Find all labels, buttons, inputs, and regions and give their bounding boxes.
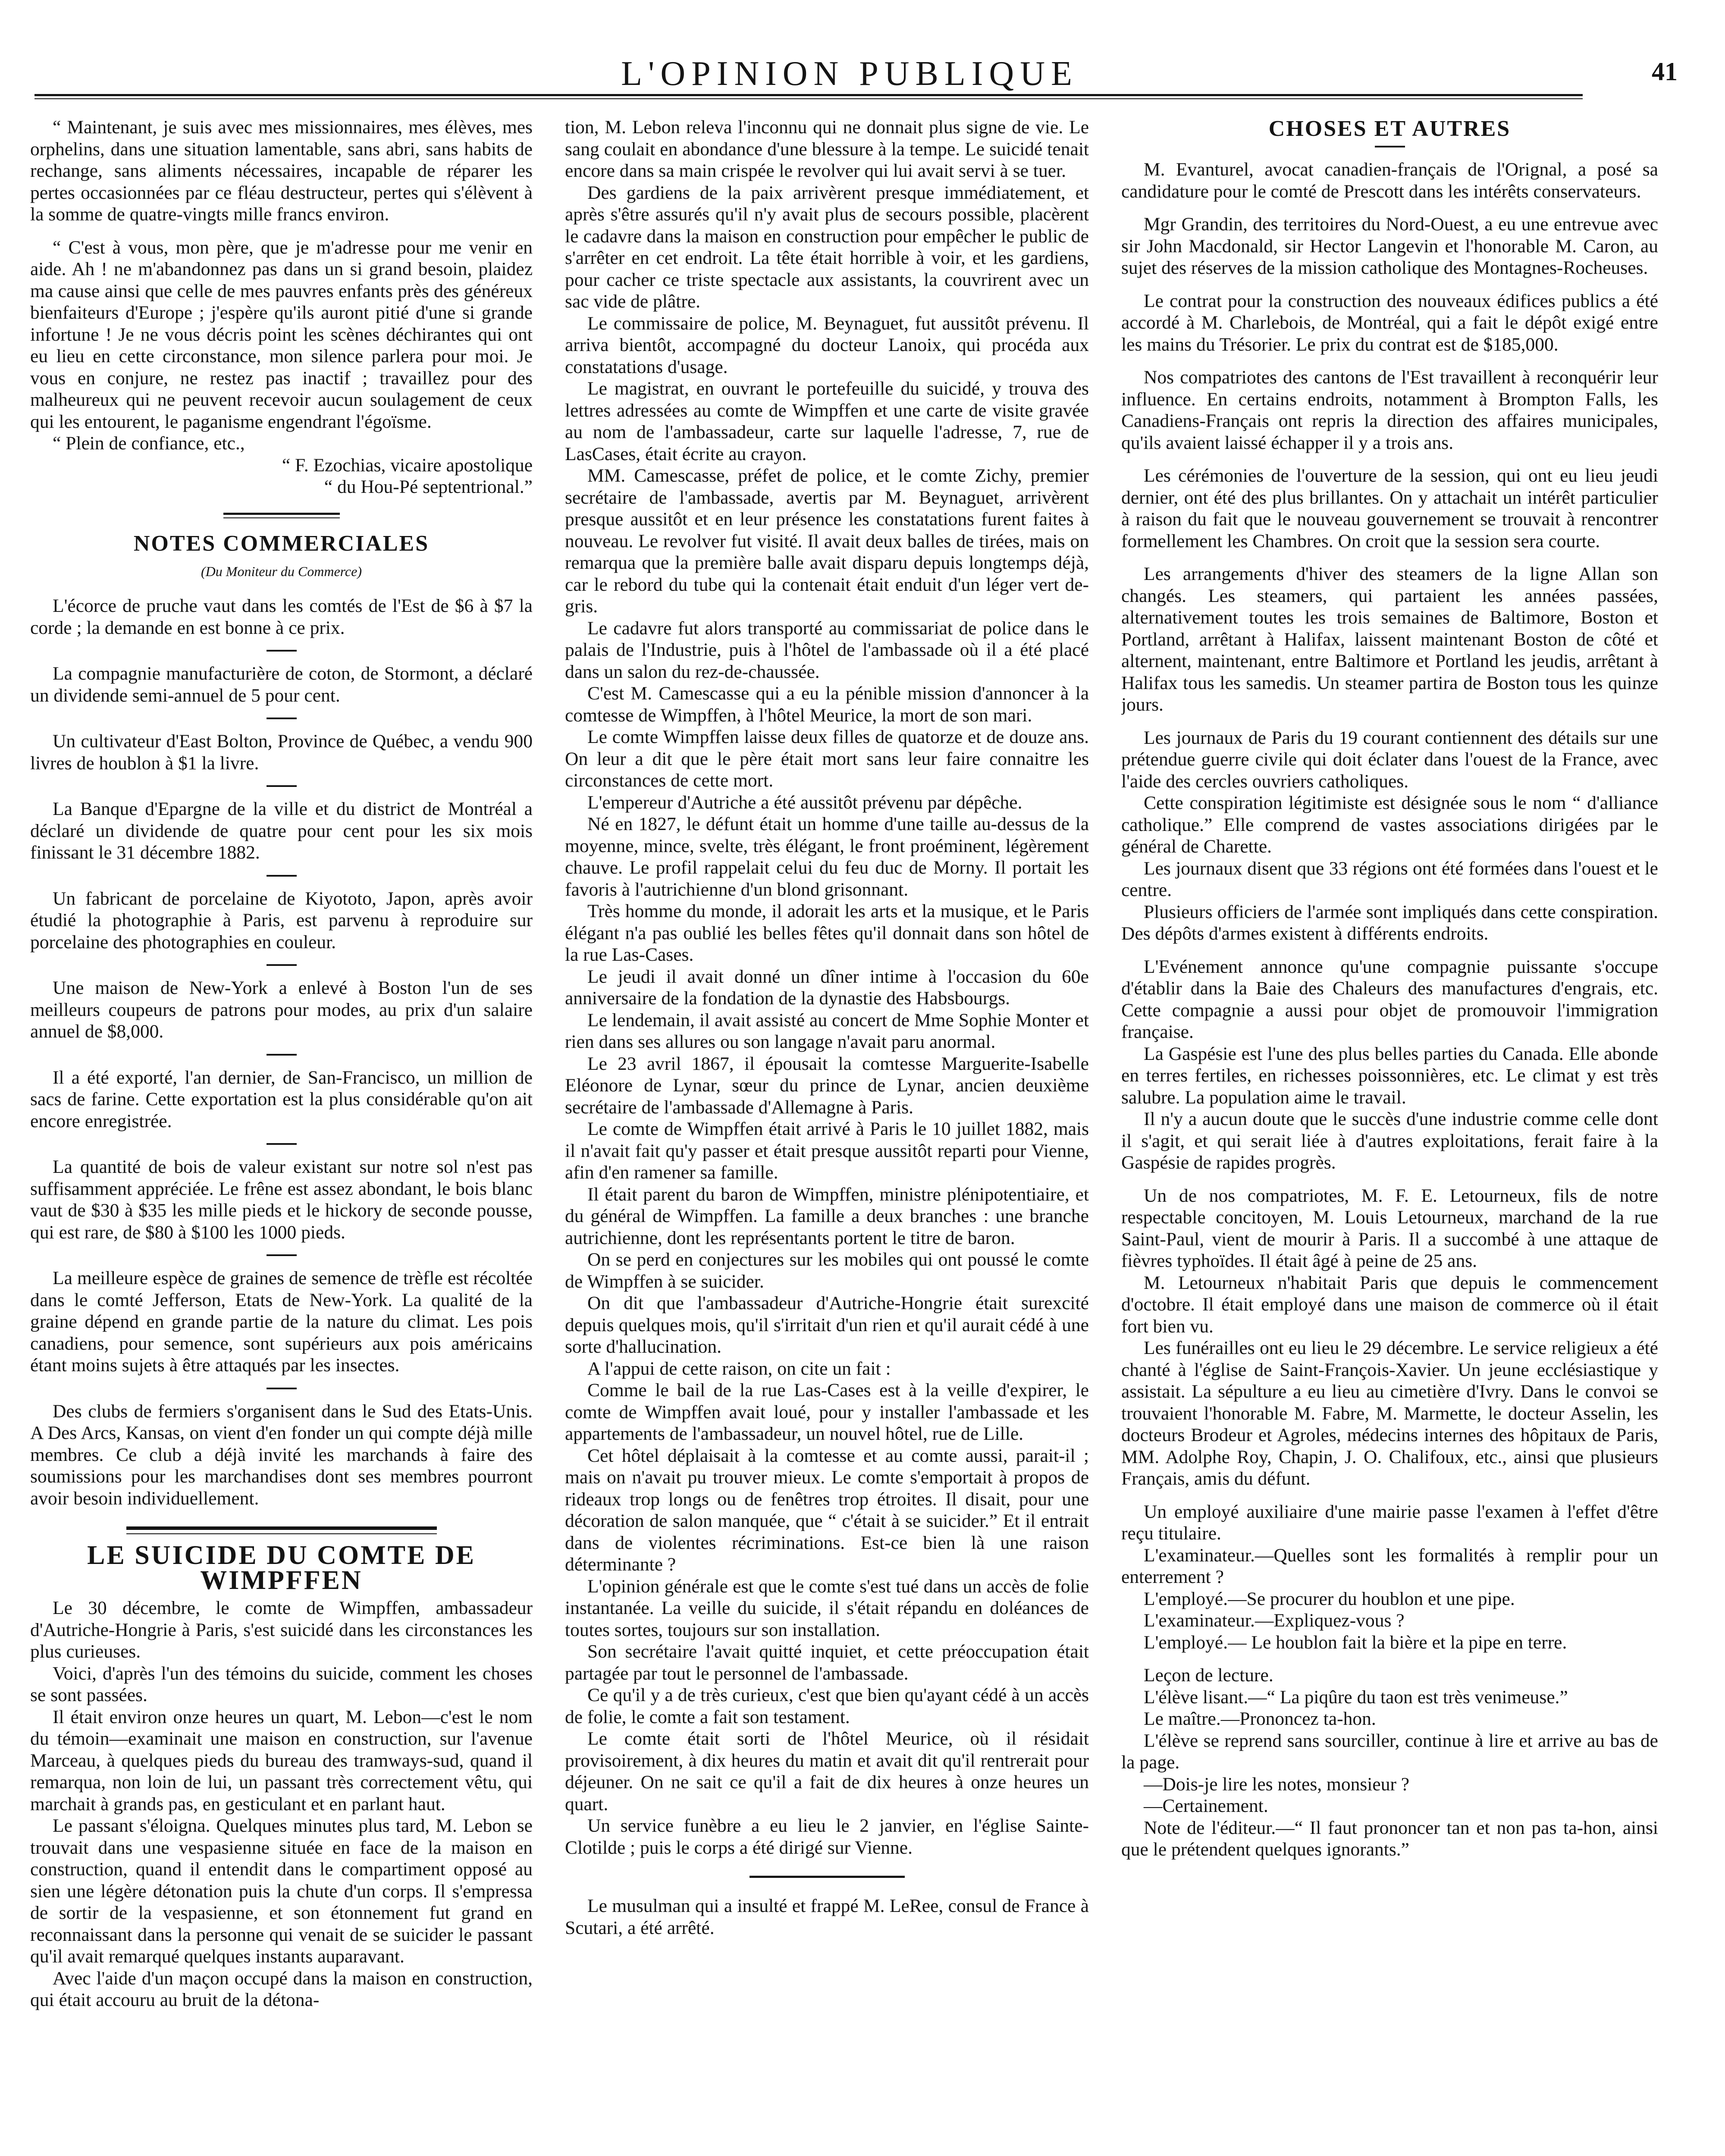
section-divider-double: [126, 1526, 437, 1534]
item-separator: [1375, 146, 1405, 147]
news-item: Les arrangements d'hiver des steamers de la ligne Allan son changés. Les steamers, qui partaient les années passées, alternativement toutes les trois semaines de Baltimore, Boston et Portland, arrêtant à Halifax, laissent maintenant Boston de côté et alternent, maintenant, entre Baltimore et Portland les jeudis, arrêtant à Halifax tous les samedis. Un steamer partira de Boston tous les quinze jours.: [1121, 564, 1658, 715]
item-separator: [267, 718, 297, 719]
note-item: Un cultivateur d'East Bolton, Province de Québec, a vendu 900 livres de houblon à $1 la livre.: [30, 731, 533, 774]
article-paragraph: Il était parent du baron de Wimpffen, ministre plénipotentiaire, et du général de Wimpffen. La famille a deux branches : une branche autrichienne, dont les représentants portent le titre de baron.: [565, 1184, 1089, 1248]
anecdote-line: L'examinateur.—Expliquez-vous ?: [1144, 1610, 1405, 1631]
news-item: M. Evanturel, avocat canadien-français de l'Orignal, a posé sa candidature pour le comté de Prescott dans les intérêts conservateurs.: [1121, 159, 1658, 202]
news-item: Les journaux de Paris du 19 courant contiennent des détails sur une prétendue guerre civile qui doit éclater dans l'ouest de la France, avec l'aide des cercles ouvriers catholiques.: [1121, 727, 1658, 792]
anecdote-line: L'élève lisant.—“ La piqûre du taon est très venimeuse.”: [1144, 1686, 1568, 1708]
article-paragraph: Ce qu'il y a de très curieux, c'est que bien qu'ayant cédé à un accès de folie, le comte a fait son testament.: [565, 1685, 1089, 1727]
news-item: Plusieurs officiers de l'armée sont impliqués dans cette conspiration. Des dépôts d'armes existent à différents endroits.: [1121, 901, 1658, 944]
article-paragraph: Avec l'aide d'un maçon occupé dans la maison en construction, qui était accouru au bruit de la détona-: [30, 1968, 533, 2010]
item-separator: [267, 1254, 297, 1256]
anecdote-line: Le maître.—Prononcez ta-hon.: [1144, 1708, 1376, 1729]
masthead-rule-thin: [34, 98, 1583, 99]
news-item: La Gaspésie est l'une des plus belles parties du Canada. Elle abonde en terres fertiles, en richesses poissonnières, etc. Le climat y est très salubre. La population aime le travail.: [1121, 1043, 1658, 1108]
news-item: M. Letourneux n'habitait Paris que depuis le commencement d'octobre. Il était employé dans une maison de commerce où il était fort bien vu.: [1121, 1272, 1658, 1337]
note-item: Il a été exporté, l'an dernier, de San-Francisco, un million de sacs de farine. Cette exportation est la plus considérable qu'on ait encore enregistrée.: [30, 1067, 533, 1131]
note-item: Des clubs de fermiers s'organisent dans le Sud des Etats-Unis. A Des Arcs, Kansas, on vient d'en fonder un qui compte déjà mille membres. Ce club a déjà invité les marchands à faire des soumissions pour les marchandises dont ses membres pourront avoir besoin individuellement.: [30, 1401, 533, 1509]
item-separator: [267, 1388, 297, 1389]
article-paragraph: Le passant s'éloigna. Quelques minutes plus tard, M. Lebon se trouvait dans une vespasienne située en face de la maison en construction, quand il entendit dans le compartiment opposé au sien une légère détonation puis la chute d'un corps. Il s'empressa de sortir de la vespasienne, et son étonnement fut grand en reconnaissant dans la personne qui venait de se suicider le passant qu'il avait remarqué quelques instants auparavant.: [30, 1815, 533, 1967]
letter-paragraph: “ Maintenant, je suis avec mes missionnaires, mes élèves, mes orphelins, dans une situation lamentable, sans abri, sans habits de rechange, sans aliments nécessaires, incapable de réparer les pertes occasionnées par ce fléau destructeur, pertes qui s'élèvent à la somme de quatre-vingts mille francs environ.: [30, 117, 533, 225]
article-paragraph: Le lendemain, il avait assisté au concert de Mme Sophie Monter et rien dans ses allures ou son langage n'avait paru anormal.: [565, 1009, 1089, 1052]
news-item: Nos compatriotes des cantons de l'Est travaillent à reconquérir leur influence. En certains endroits, notamment à Brompton Falls, les Canadiens-Français ont repris la direction des affaires municipales, qu'ils avaient laissé échapper il y a trois ans.: [1121, 367, 1658, 453]
item-separator: [267, 1054, 297, 1056]
article-paragraph: On dit que l'ambassadeur d'Autriche-Hongrie était surexcité depuis quelques mois, qu'il s'irritait d'un rien et qu'il aurait cédé à une sorte d'hallucination.: [565, 1293, 1089, 1357]
article-paragraph: Cet hôtel déplaisait à la comtesse et au comte aussi, parait-il ; mais on n'avait pu trouver mieux. Le comte s'emportait à propos de rideaux trop longs ou de fenêtres trop étroites. Il disait, pour une décoration de salon manquée, que “ c'était à se suicider.” Et il entrait dans de violentes récriminations. Est-ce bien là une raison déterminante ?: [565, 1445, 1089, 1575]
article-paragraph: tion, M. Lebon releva l'inconnu qui ne donnait plus signe de vie. Le sang coulait en abondance d'une blessure à la tempe. Le suicidé tenait encore dans sa main crispée le revolver qui lui avait servi à se tuer.: [565, 117, 1089, 181]
article-paragraph: L'opinion générale est que le comte s'est tué dans un accès de folie instantanée. La veille du suicide, il s'était répandu en doléances de toutes sortes, toujours sur son installation.: [565, 1576, 1089, 1640]
article-paragraph: Le comte de Wimpffen était arrivé à Paris le 10 juillet 1882, mais il n'avait fait qu'y passer et était presque aussitôt reparti pour Vienne, afin d'en ramener sa famille.: [565, 1119, 1089, 1183]
news-item: Il n'y a aucun doute que le succès d'une industrie comme celle dont il s'agit, et qui serait liée à d'autres exploitations, ferait faire à la Gaspésie de rapides progrès.: [1121, 1109, 1658, 1173]
article-paragraph: Très homme du monde, il adorait les arts et la musique, et le Paris élégant n'a pas oublié les belles fêtes qu'il donnait dans son hôtel de la rue Las-Cases.: [565, 901, 1089, 965]
anecdote-line: Leçon de lecture.: [1144, 1665, 1273, 1686]
article-paragraph: C'est M. Camescasse qui a eu la pénible mission d'annoncer à la comtesse de Wimpffen, à l'hôtel Meurice, la mort de son mari.: [565, 683, 1089, 726]
article-paragraph: Il était environ onze heures un quart, M. Lebon—c'est le nom du témoin—examinait une maison en construction, sur l'avenue Marceau, à quelques pieds du bureau des tramways-sud, quand il remarqua, non loin de lui, un passant très correctement vêtu, qui marchait à grands pas, en gesticulant et en parlant haut.: [30, 1706, 533, 1814]
note-item: Une maison de New-York a enlevé à Boston l'un de ses meilleurs coupeurs de patrons pour modes, au prix d'un salaire annuel de $8,000.: [30, 978, 533, 1042]
item-separator: [267, 875, 297, 877]
article-paragraph: MM. Camescasse, préfet de police, et le comte Zichy, premier secrétaire de l'ambassade, avertis par M. Beynaguet, arrivèrent presque aussitôt et en leur présence les constatations furent faites à nouveau. Le revolver fut visité. Il avait deux balles de tirées, mais on remarqua que la première balle avait disparu depuis longtemps déjà, car le rebord du tube qui la contenait était enduit d'un léger vert de-gris.: [565, 465, 1089, 617]
article-paragraph: Des gardiens de la paix arrivèrent presque immédiatement, et après s'être assurés qu'il n'y avait plus de secours possible, placèrent le cadavre dans la maison en construction pour empêcher le public de s'arrêter en cet endroit. La tête était horrible à voir, et les gardiens, pour cacher ce triste spectacle aux assistants, la couvrirent avec un sac vide de plâtre.: [565, 182, 1089, 312]
news-item: Cette conspiration légitimiste est désignée sous le nom “ d'alliance catholique.” Elle comprend de vastes associations dirigées par le général de Charette.: [1121, 793, 1658, 857]
article-paragraph: Le comte Wimpffen laisse deux filles de quatorze et de douze ans. On leur a dit que le père était mort sans leur faire connaitre les circonstances de cette mort.: [565, 727, 1089, 791]
article-paragraph: Le magistrat, en ouvrant le portefeuille du suicidé, y trouva des lettres adressées au comte de Wimpffen et une carte de visite gravée au nom de l'ambassadeur, carte sur laquelle l'adresse, 7, rue de LasCases, était écrite au crayon.: [565, 378, 1089, 464]
article-paragraph: A l'appui de cette raison, on cite un fait :: [587, 1358, 891, 1379]
section-title-notes: NOTES COMMERCIALES: [133, 531, 430, 556]
item-separator: [267, 964, 297, 966]
newspaper-title: L'OPINION PUBLIQUE: [621, 55, 1078, 93]
letter-closing: “ Plein de confiance, etc.,: [53, 433, 245, 454]
article-paragraph: Le comte était sorti de l'hôtel Meurice, où il résidait provisoirement, à dix heures du matin et avait dit qu'il rentrerait pour déjeuner. On ne sait ce qu'il a fait de dix heures à onze heures un quart.: [565, 1728, 1089, 1814]
article-paragraph: L'empereur d'Autriche a été aussitôt prévenu par dépêche.: [587, 792, 1022, 813]
news-item: Les funérailles ont eu lieu le 29 décembre. Le service religieux a été chanté à l'église de Saint-François-Xavier. Un jeune ecclésiastique y assistait. La sépulture a eu lieu au cimetière d'Ivry. Dans le convoi se trouvaient l'honorable M. Fabre, M. Marmette, le docteur Asselin, les docteurs Brodeur et Agroles, médecins internes des hôpitaux de Paris, MM. Adolphe Roy, Chapin, J. O. Chalifoux, etc., ainsi que plusieurs Français, amis du défunt.: [1121, 1338, 1658, 1489]
column-left: [30, 116, 533, 2156]
section-divider: [750, 1876, 905, 1878]
letter-signature-place: “ du Hou-Pé septentrional.”: [324, 476, 533, 497]
article-paragraph: Le 23 avril 1867, il épousait la comtesse Marguerite-Isabelle Eléonore de Lynar, sœur du prince de Lynar, ancien deuxième secrétaire de l'ambassade d'Allemagne à Paris.: [565, 1053, 1089, 1118]
article-paragraph: Le jeudi il avait donné un dîner intime à l'occasion du 60e anniversaire de la fondation de la dynastie des Habsbourgs.: [565, 966, 1089, 1009]
anecdote-line: Note de l'éditeur.—“ Il faut prononcer tan et non pas ta-hon, ainsi que le prétendent quelques ignorants.”: [1121, 1817, 1658, 1860]
anecdote-line: L'examinateur.—Quelles sont les formalités à remplir pour un enterrement ?: [1121, 1545, 1658, 1587]
item-separator: [267, 650, 297, 652]
news-item: Les cérémonies de l'ouverture de la session, qui ont eu lieu jeudi dernier, ont été des plus brillantes. On y attachait un intérêt particulier à raison du fait que le nouveau gouvernement se trouvait à rencontrer formellement les Chambres. On croit que la session sera courte.: [1121, 465, 1658, 552]
news-item: Les journaux disent que 33 régions ont été formées dans l'ouest et le centre.: [1121, 858, 1658, 900]
article-paragraph: Le cadavre fut alors transporté au commissariat de police dans le palais de l'Industrie, puis à l'hôtel de l'ambassade où il a été placé dans un salon du rez-de-chaussée.: [565, 617, 1089, 682]
note-item: La Banque d'Epargne de la ville et du district de Montréal a déclaré un dividende de quatre pour cent pour les six mois finissant le 31 décembre 1882.: [30, 799, 533, 863]
news-item: Le musulman qui a insulté et frappé M. LeRee, consul de France à Scutari, a été arrêté.: [565, 1896, 1089, 1938]
news-item: Le contrat pour la construction des nouveaux édifices publics a été accordé à M. Charlebois, de Montréal, qui a fait le dépôt exigé entre les mains du Trésorier. Le prix du contrat est de $185,000.: [1121, 290, 1658, 355]
masthead: [34, 52, 1678, 99]
article-paragraph: Un service funèbre a eu lieu le 2 janvier, en l'église Sainte-Clotilde ; puis le corps a été dirigé sur Vienne.: [565, 1815, 1089, 1858]
section-title-choses: CHOSES ET AUTRES: [1268, 116, 1511, 141]
masthead-rule: [34, 94, 1583, 96]
news-item: Mgr Grandin, des territoires du Nord-Ouest, a eu une entrevue avec sir John Macdonald, sir Hector Langevin et l'honorable M. Caron, au sujet des réserves de la mission catholique des Montagnes-Rocheuses.: [1121, 214, 1658, 278]
section-divider: [223, 513, 340, 518]
column-right: [1121, 116, 1658, 2156]
item-separator: [267, 785, 297, 787]
section-title-suicide: LE SUICIDE DU COMTE DE WIMPFFEN: [87, 1541, 476, 1595]
anecdote-line: L'employé.—Se procurer du houblon et une pipe.: [1144, 1588, 1515, 1609]
anecdote-line: Un employé auxiliaire d'une mairie passe l'examen à l'effet d'être reçu titulaire.: [1121, 1501, 1658, 1544]
article-paragraph: On se perd en conjectures sur les mobiles qui ont poussé le comte de Wimpffen à se suicider.: [565, 1249, 1089, 1292]
letter-paragraph: “ C'est à vous, mon père, que je m'adresse pour me venir en aide. Ah ! ne m'abandonnez pas dans un si grand besoin, plaidez ma cause ainsi que celle de mes pauvres enfants près des généreux bienfaiteurs d'Europe ; j'espère qu'ils auront pitié d'une si grande infortune ! Je ne vous décris point les scènes déchirantes qui ont eu lieu en cette circonstance, mon silence parlera pour moi. Je vous en conjure, ne restez pas inactif ; travaillez pour des malheureux qui ne peuvent recevoir aucun soulagement de ceux qui les entourent, le paganisme engendrant l'égoïsme.: [30, 237, 533, 432]
news-item: Un de nos compatriotes, M. F. E. Letourneux, fils de notre respectable concitoyen, M. Louis Letourneux, marchand de la rue Saint-Paul, vient de mourir à Paris. Il a succombé à une attaque de fièvres typhoïdes. Il était âgé à peine de 25 ans.: [1121, 1185, 1658, 1271]
anecdote-line: L'élève se reprend sans sourciller, continue à lire et arrive au bas de la page.: [1121, 1730, 1658, 1773]
article-paragraph: Né en 1827, le défunt était un homme d'une taille au-dessus de la moyenne, mince, svelte, très élégant, le front proéminent, légèrement chauve. Le profil rappelait celui du feu duc de Morny. Il portait les favoris à l'autrichienne d'un blond grisonnant.: [565, 814, 1089, 900]
anecdote-line: L'employé.— Le houblon fait la bière et la pipe en terre.: [1144, 1632, 1567, 1653]
page-number: 41: [1652, 57, 1678, 86]
anecdote-line: —Dois-je lire les notes, monsieur ?: [1144, 1774, 1410, 1795]
note-item: L'écorce de pruche vaut dans les comtés de l'Est de $6 à $7 la corde ; la demande en est bonne à ce prix.: [30, 595, 533, 638]
note-item: La quantité de bois de valeur existant sur notre sol n'est pas suffisamment appréciée. Le frêne est assez abondant, le bois blanc vaut de $30 à $35 les mille pieds et le hickory de seconde pousse, qui est rare, de $80 à $100 les 1000 pieds.: [30, 1156, 533, 1243]
letter-signature: “ F. Ezochias, vicaire apostolique: [282, 454, 533, 476]
article-paragraph: Comme le bail de la rue Las-Cases est à la veille d'expirer, le comte de Wimpffen avait loué, pour y installer l'ambassade et les appartements de l'ambassadeur, un nouvel hôtel, rue de Lille.: [565, 1380, 1089, 1444]
column-middle: [565, 116, 1089, 2156]
note-item: La compagnie manufacturière de coton, de Stormont, a déclaré un dividende semi-annuel de 5 pour cent.: [30, 663, 533, 706]
note-item: La meilleure espèce de graines de semence de trèfle est récoltée dans le comté Jefferson, Etats de New-York. La qualité de la graine dépend en grande partie de la nature du climat. Les pois canadiens, pour semence, sont supérieurs aux pois américains étant moins sujets à être attaqués par les insectes.: [30, 1268, 533, 1376]
article-paragraph: Voici, d'après l'un des témoins du suicide, comment les choses se sont passées.: [30, 1663, 533, 1705]
article-paragraph: Son secrétaire l'avait quitté inquiet, et cette préoccupation était partagée par tout le personnel de l'ambassade.: [565, 1641, 1089, 1684]
article-paragraph: Le 30 décembre, le comte de Wimpffen, ambassadeur d'Autriche-Hongrie à Paris, s'est suicidé dans les circonstances les plus curieuses.: [30, 1598, 533, 1662]
news-item: L'Evénement annonce qu'une compagnie puissante s'occupe d'établir dans la Baie des Chaleurs des manufactures d'engrais, etc. Cette compagnie a aussi pour objet de promouvoir l'immigration française.: [1121, 956, 1658, 1042]
note-item: Un fabricant de porcelaine de Kiyototo, Japon, après avoir étudié la photographie à Paris, est parvenu à reproduire sur porcelaine des photographies en couleur.: [30, 888, 533, 953]
section-source: (Du Moniteur du Commerce): [201, 563, 362, 579]
article-paragraph: Le commissaire de police, M. Beynaguet, fut aussitôt prévenu. Il arriva bientôt, accompagné du docteur Lanoix, qui procéda aux constatations d'usage.: [565, 313, 1089, 377]
anecdote-line: —Certainement.: [1144, 1796, 1268, 1816]
item-separator: [267, 1143, 297, 1145]
